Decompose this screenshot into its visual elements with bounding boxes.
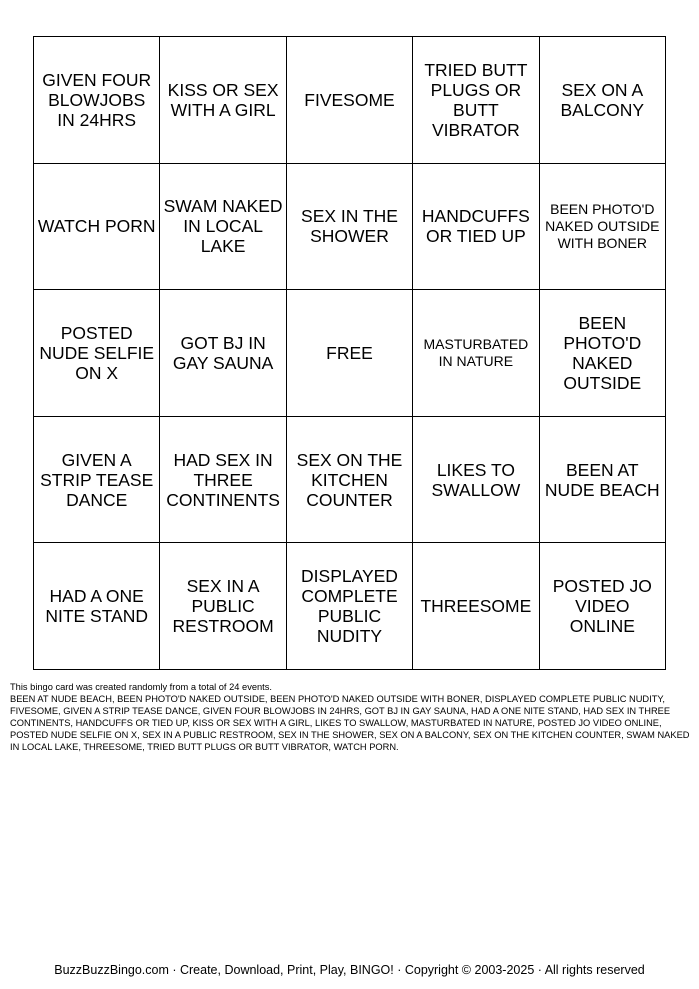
bingo-cell: HAD SEX IN THREE CONTINENTS <box>160 417 286 544</box>
bingo-cell: GIVEN A STRIP TEASE DANCE <box>34 417 160 544</box>
info-intro: This bingo card was created randomly from a total of 24 events. <box>10 682 272 692</box>
bingo-cell: SEX IN THE SHOWER <box>287 164 413 291</box>
free-cell: FREE <box>287 290 413 417</box>
bingo-cell: SWAM NAKED IN LOCAL LAKE <box>160 164 286 291</box>
bingo-cell: SEX IN A PUBLIC RESTROOM <box>160 543 286 670</box>
bingo-cell: LIKES TO SWALLOW <box>413 417 539 544</box>
bingo-cell: MASTURBATED IN NATURE <box>413 290 539 417</box>
bingo-cell: GOT BJ IN GAY SAUNA <box>160 290 286 417</box>
bingo-cell: THREESOME <box>413 543 539 670</box>
bingo-cell: GIVEN FOUR BLOWJOBS IN 24HRS <box>34 37 160 164</box>
bingo-cell: BEEN AT NUDE BEACH <box>540 417 666 544</box>
bingo-cell: HANDCUFFS OR TIED UP <box>413 164 539 291</box>
bingo-cell: POSTED JO VIDEO ONLINE <box>540 543 666 670</box>
bingo-cell: TRIED BUTT PLUGS OR BUTT VIBRATOR <box>413 37 539 164</box>
bingo-cell: WATCH PORN <box>34 164 160 291</box>
bingo-cell: FIVESOME <box>287 37 413 164</box>
bingo-grid <box>33 36 666 670</box>
bingo-cell: POSTED NUDE SELFIE ON X <box>34 290 160 417</box>
site-footer: BuzzBuzzBingo.com · Create, Download, Print, Play, BINGO! · Copyright © 2003-2025 · All rights reserved <box>54 963 645 977</box>
bingo-cell: KISS OR SEX WITH A GIRL <box>160 37 286 164</box>
bingo-cell: SEX ON A BALCONY <box>540 37 666 164</box>
bingo-cell: SEX ON THE KITCHEN COUNTER <box>287 417 413 544</box>
bingo-cell: BEEN PHOTO'D NAKED OUTSIDE WITH BONER <box>540 164 666 291</box>
event-list: BEEN AT NUDE BEACH, BEEN PHOTO'D NAKED OUTSIDE, BEEN PHOTO'D NAKED OUTSIDE WITH BONER, DISPLAYED COMPLETE PUBLIC NUDITY, FIVESOME, GIVEN A STRIP TEASE DANCE, GIVEN FOUR BLOWJOBS IN 24HRS, GOT BJ IN GAY SAUNA, HAD A ONE NITE STAND, HAD SEX IN THREE CONTINENTS, HANDCUFFS OR TIED UP, KISS OR SEX WITH A GIRL, LIKES TO SWALLOW, MASTURBATED IN NATURE, POSTED JO VIDEO ONLINE, POSTED NUDE SELFIE ON X, SEX IN A PUBLIC RESTROOM, SEX IN THE SHOWER, SEX ON A BALCONY, SEX ON THE KITCHEN COUNTER, SWAM NAKED IN LOCAL LAKE, THREESOME, TRIED BUTT PLUGS OR BUTT VIBRATOR, WATCH PORN. <box>10 694 690 752</box>
bingo-cell: HAD A ONE NITE STAND <box>34 543 160 670</box>
bingo-cell: BEEN PHOTO'D NAKED OUTSIDE <box>540 290 666 417</box>
card-info <box>10 681 690 753</box>
bingo-cell: DISPLAYED COMPLETE PUBLIC NUDITY <box>287 543 413 670</box>
